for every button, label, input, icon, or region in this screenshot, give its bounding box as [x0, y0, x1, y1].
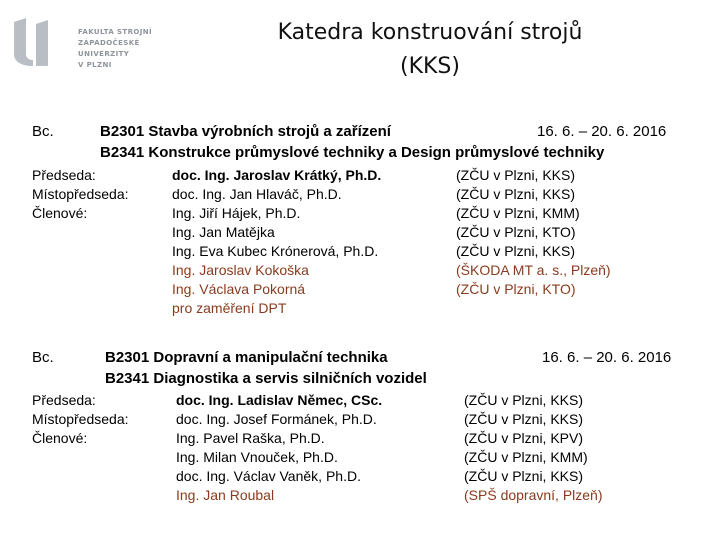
s2-role-chair: Předseda: — [32, 392, 96, 408]
s1-program-2: B2341 Konstrukce průmyslové techniky a Design průmyslové techniky — [100, 144, 605, 161]
s1-person-name: Ing. Václava Pokorná — [172, 281, 306, 297]
s2-program-1: B2301 Dopravní a manipulační technika — [105, 349, 388, 366]
s1-person-name: Ing. Jan Matějka — [172, 224, 275, 240]
s1-program-1: B2301 Stavba výrobních strojů a zařízení — [100, 123, 391, 140]
s2-person-name: Ing. Milan Vnouček, Ph.D. — [176, 449, 338, 465]
s1-person-affil: (ZČU v Plzni, KTO) — [456, 281, 576, 297]
s2-person-affil: (ZČU v Plzni, KKS) — [464, 392, 584, 408]
s1-role-vice: Místopředseda: — [32, 186, 129, 202]
s2-degree: Bc. — [32, 349, 54, 366]
s2-person-name: doc. Ing. Ladislav Němec, CSc. — [176, 392, 383, 408]
s1-person-affil: (ZČU v Plzni, KKS) — [456, 243, 576, 259]
logo-line-4: V PLZNI — [78, 61, 112, 69]
s1-person-affil: (ZČU v Plzni, KKS) — [456, 167, 576, 183]
s2-person-affil: (ZČU v Plzni, KKS) — [464, 468, 584, 484]
s1-person-name: doc. Ing. Jaroslav Krátký, Ph.D. — [172, 167, 382, 183]
s1-person-affil: (ZČU v Plzni, KKS) — [456, 186, 576, 202]
s2-date: 16. 6. – 20. 6. 2016 — [542, 349, 672, 366]
s1-role-members: Členové: — [32, 205, 88, 221]
s2-role-members: Členové: — [32, 430, 88, 446]
s1-degree: Bc. — [32, 123, 54, 140]
s2-program-2: B2341 Diagnostika a servis silničních vozidel — [105, 370, 427, 387]
logo-line-1: FAKULTA STROJNÍ — [78, 28, 152, 36]
s1-person-name: Ing. Jiří Hájek, Ph.D. — [172, 205, 301, 221]
s2-person-affil: (SPŠ dopravní, Plzeň) — [464, 487, 603, 503]
s1-date: 16. 6. – 20. 6. 2016 — [537, 123, 667, 140]
s2-person-name: doc. Ing. Josef Formánek, Ph.D. — [176, 411, 377, 427]
s1-person-name: Ing. Eva Kubec Krónerová, Ph.D. — [172, 243, 379, 259]
university-logo-icon — [12, 16, 58, 68]
s2-person-name: Ing. Jan Roubal — [176, 487, 275, 503]
s2-role-vice: Místopředseda: — [32, 411, 129, 427]
s1-person-name: doc. Ing. Jan Hlaváč, Ph.D. — [172, 186, 342, 202]
s2-person-name: Ing. Pavel Raška, Ph.D. — [176, 430, 325, 446]
page-subtitle: (KKS) — [400, 54, 460, 79]
s2-person-affil: (ZČU v Plzni, KKS) — [464, 411, 584, 427]
page-title: Katedra konstruování strojů — [277, 20, 583, 45]
s1-person-affil: (ZČU v Plzni, KMM) — [456, 205, 580, 221]
s1-role-chair: Předseda: — [32, 167, 96, 183]
logo-line-2: ZÁPADOČESKÉ — [78, 39, 140, 47]
s2-person-name: doc. Ing. Václav Vaněk, Ph.D. — [176, 468, 361, 484]
s1-person-affil: (ZČU v Plzni, KTO) — [456, 224, 576, 240]
s2-person-affil: (ZČU v Plzni, KMM) — [464, 449, 588, 465]
s1-note: pro zaměření DPT — [172, 300, 287, 316]
s2-person-affil: (ZČU v Plzni, KPV) — [464, 430, 584, 446]
s1-person-affil: (ŠKODA MT a. s., Plzeň) — [456, 262, 611, 278]
s1-person-name: Ing. Jaroslav Kokoška — [172, 262, 309, 278]
logo-line-3: UNIVERZITY — [78, 50, 130, 58]
